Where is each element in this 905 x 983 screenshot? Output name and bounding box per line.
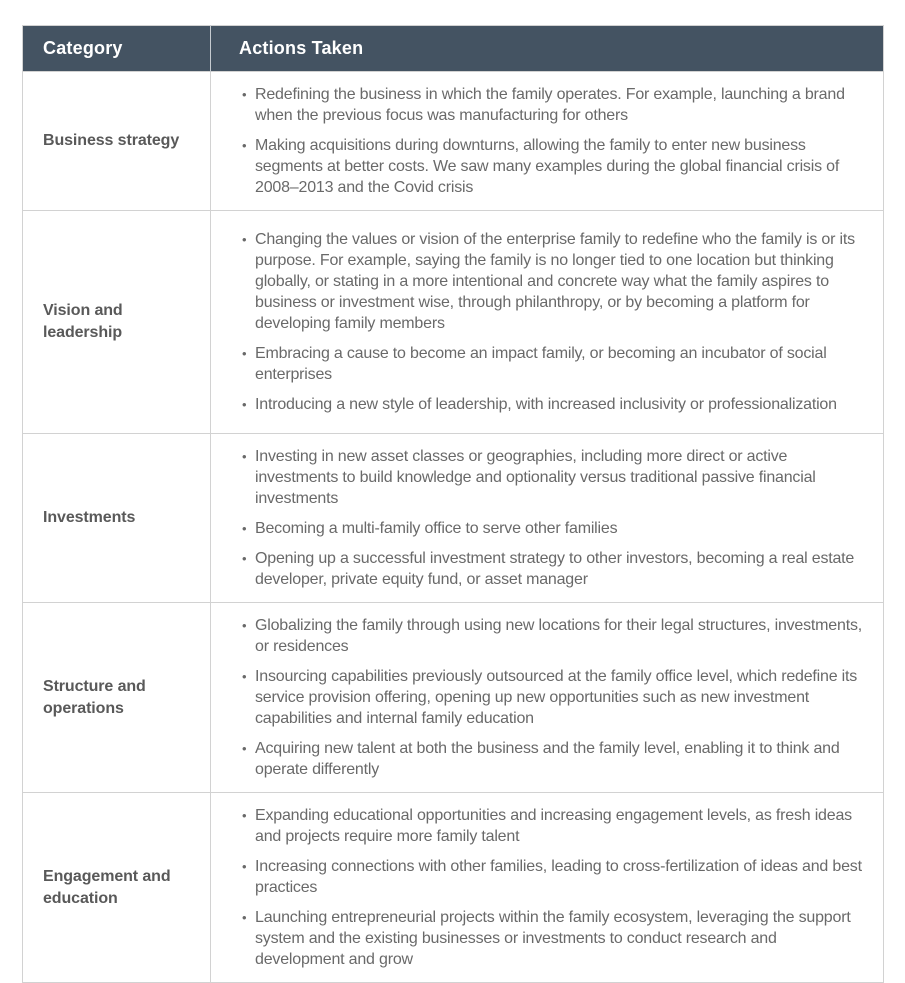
action-item (211, 805, 865, 847)
action-text: Changing the values or vision of the enterprise family to redefine who the family is or its purpose. For example, saying the family is no longer tied to one location but thinking globally, or stating in a more intentional and concrete way what the family aspires to business or investment wise, through philanthropy, or by becoming a platform for developing family members (255, 231, 855, 332)
actions-cell (211, 793, 884, 983)
action-text: Redefining the business in which the family operates. For example, launching a brand when the previous focus was manufacturing for others (255, 86, 845, 124)
table-body (23, 72, 884, 983)
category-label: Structure and operations (43, 677, 146, 717)
actions-cell (211, 72, 884, 211)
table-row (23, 434, 884, 603)
table-row (23, 211, 884, 434)
bullet-icon: • (242, 138, 247, 153)
action-text: Increasing connections with other families, leading to cross-fertilization of ideas and best practices (255, 858, 862, 896)
category-cell (23, 603, 211, 793)
action-item (211, 135, 865, 198)
bullet-icon: • (242, 232, 247, 247)
header-row (23, 26, 884, 72)
category-cell (23, 793, 211, 983)
bullet-icon: • (242, 521, 247, 536)
table-row (23, 603, 884, 793)
category-label: Investments (43, 509, 136, 526)
action-item (211, 907, 865, 970)
actions-list (211, 805, 865, 970)
bullet-icon: • (242, 741, 247, 756)
action-item (211, 446, 865, 509)
actions-cell (211, 211, 884, 434)
action-item (211, 84, 865, 126)
action-text: Expanding educational opportunities and increasing engagement levels, as fresh ideas and projects require more family talent (255, 807, 852, 845)
action-item (211, 343, 865, 385)
table-row (23, 72, 884, 211)
bullet-icon: • (242, 808, 247, 823)
bullet-icon: • (242, 618, 247, 633)
action-text: Introducing a new style of leadership, with increased inclusivity or professionalization (255, 396, 837, 413)
action-text: Acquiring new talent at both the business and the family level, enabling it to think and operate differently (255, 740, 840, 778)
action-item (211, 548, 865, 590)
bullet-icon: • (242, 910, 247, 925)
action-text: Opening up a successful investment strategy to other investors, becoming a real estate developer, private equity fund, or asset manager (255, 550, 855, 588)
header-actions-taken: Actions Taken (211, 26, 884, 72)
actions-cell (211, 434, 884, 603)
actions-list (211, 84, 865, 198)
action-text: Insourcing capabilities previously outsourced at the family office level, which redefine its service provision offering, opening up new opportunities such as new investment capabilities and internal family education (255, 668, 858, 727)
category-actions-table (22, 25, 884, 983)
action-text: Embracing a cause to become an impact family, or becoming an incubator of social enterprises (255, 345, 827, 383)
action-text: Globalizing the family through using new locations for their legal structures, investments, or residences (255, 617, 862, 655)
category-cell (23, 72, 211, 211)
category-cell (23, 434, 211, 603)
category-label: Engagement and education (43, 867, 171, 907)
action-item (211, 666, 865, 729)
actions-list (211, 615, 865, 780)
actions-list (211, 446, 865, 590)
bullet-icon: • (242, 551, 247, 566)
action-item (211, 518, 865, 539)
bullet-icon: • (242, 397, 247, 412)
category-label: Vision and leadership (43, 302, 123, 341)
action-item (211, 229, 865, 334)
action-item (211, 394, 865, 415)
header-category: Category (23, 26, 211, 72)
action-text: Launching entrepreneurial projects within the family ecosystem, leveraging the support system and the existing businesses or investments to conduct research and development and grow (255, 909, 851, 968)
action-text: Making acquisitions during downturns, allowing the family to enter new business segments at better costs. We saw many examples during the global financial crisis of 2008–2013 and the Covid crisis (255, 137, 840, 196)
category-label: Business strategy (43, 132, 180, 149)
bullet-icon: • (242, 669, 247, 684)
bullet-icon: • (242, 346, 247, 361)
actions-list (211, 229, 865, 415)
bullet-icon: • (242, 87, 247, 102)
action-item (211, 738, 865, 780)
action-item (211, 856, 865, 898)
table-row (23, 793, 884, 983)
actions-cell (211, 603, 884, 793)
bullet-icon: • (242, 449, 247, 464)
action-text: Investing in new asset classes or geographies, including more direct or active investments to build knowledge and optionality versus traditional passive financial investments (255, 448, 816, 507)
category-cell (23, 211, 211, 434)
bullet-icon: • (242, 859, 247, 874)
action-text: Becoming a multi-family office to serve other families (255, 520, 618, 537)
action-item (211, 615, 865, 657)
